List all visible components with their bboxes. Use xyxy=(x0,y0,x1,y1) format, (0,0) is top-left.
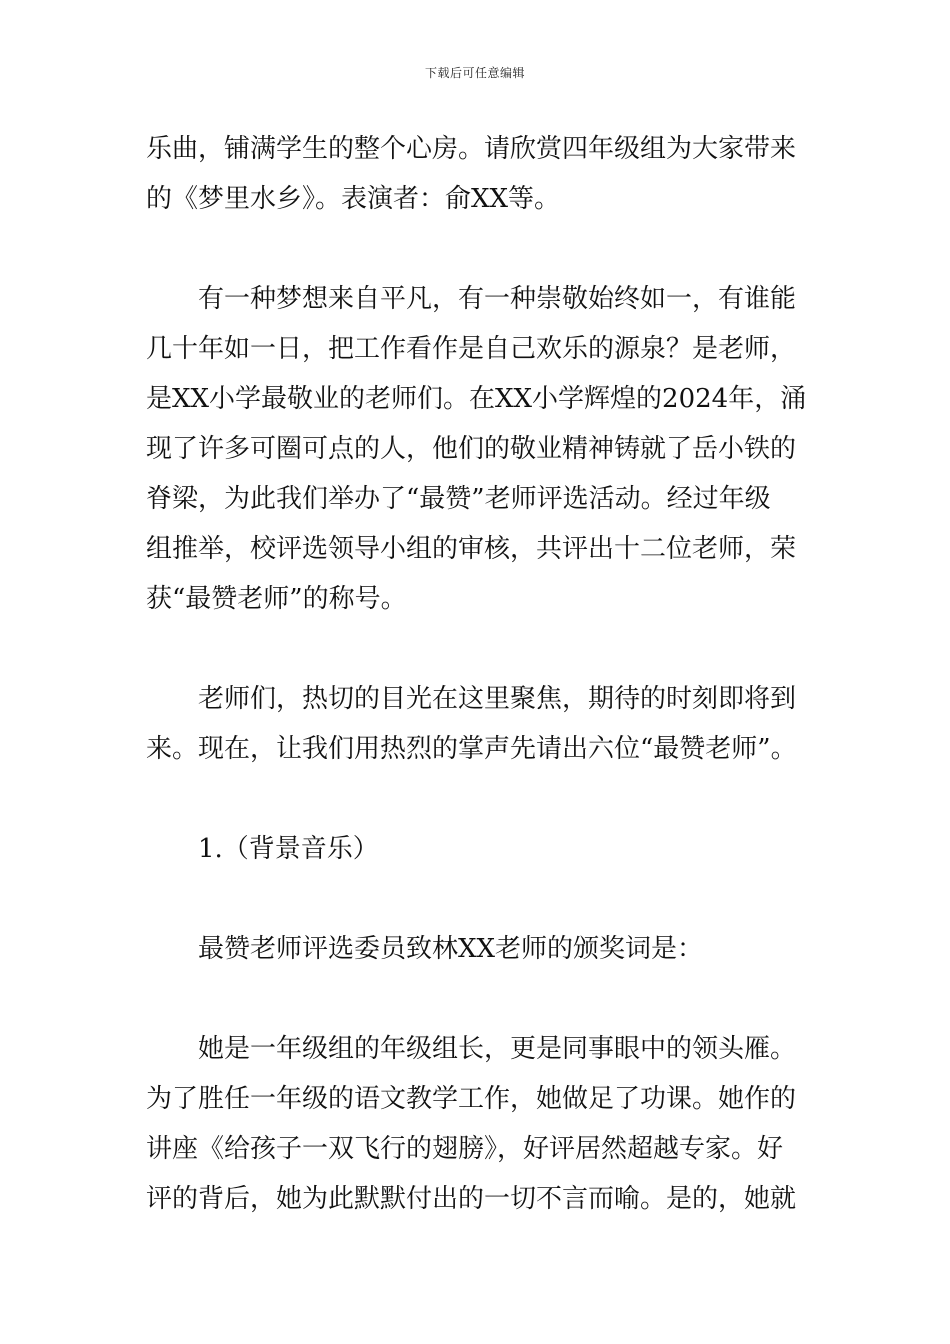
paragraph-6-line-4: 评的背后，她为此默默付出的一切不言而喻。是的，她就 xyxy=(146,1184,797,1214)
paragraph-6-line-1: 她是一年级组的年级组长，更是同事眼中的领头雁。 xyxy=(198,1034,797,1064)
paragraph-1-line-1: 乐曲，铺满学生的整个心房。请欣赏四年级组为大家带来 xyxy=(146,134,797,164)
paragraph-2-line-7: 获“最赞老师”的称号。 xyxy=(146,584,407,614)
paragraph-6-line-3: 讲座《给孩子一双飞行的翅膀》，好评居然超越专家。好 xyxy=(146,1134,784,1164)
paragraph-2-line-4: 现了许多可圈可点的人，他们的敬业精神铸就了岳小铁的 xyxy=(146,434,797,464)
paragraph-2-line-5: 脊梁，为此我们举办了“最赞”老师评选活动。经过年级 xyxy=(146,484,771,514)
paragraph-3-line-1: 老师们，热切的目光在这里聚焦，期待的时刻即将到 xyxy=(198,684,797,714)
paragraph-2-line-6: 组推举，校评选领导小组的审核，共评出十二位老师，荣 xyxy=(146,534,797,564)
paragraph-6-line-2: 为了胜任一年级的语文教学工作，她做足了功课。她作的 xyxy=(146,1084,797,1114)
paragraph-2-line-3: 是XX小学最敬业的老师们。在XX小学辉煌的2024年，涌 xyxy=(146,384,807,414)
page-header-note: 下载后可任意编辑 xyxy=(424,66,525,80)
paragraph-5-line-1: 最赞老师评选委员致林XX老师的颁奖词是： xyxy=(198,934,704,964)
paragraph-2-line-2: 几十年如一日，把工作看作是自己欢乐的源泉？是老师， xyxy=(146,334,797,364)
paragraph-2-line-1: 有一种梦想来自平凡，有一种崇敬始终如一，有谁能 xyxy=(198,284,797,314)
paragraph-3-line-2: 来。现在，让我们用热烈的掌声先请出六位“最赞老师”。 xyxy=(146,734,797,764)
paragraph-4-line-1: 1.（背景音乐） xyxy=(198,834,379,864)
paragraph-1-line-2: 的《梦里水乡》。表演者：俞XX等。 xyxy=(146,184,561,214)
